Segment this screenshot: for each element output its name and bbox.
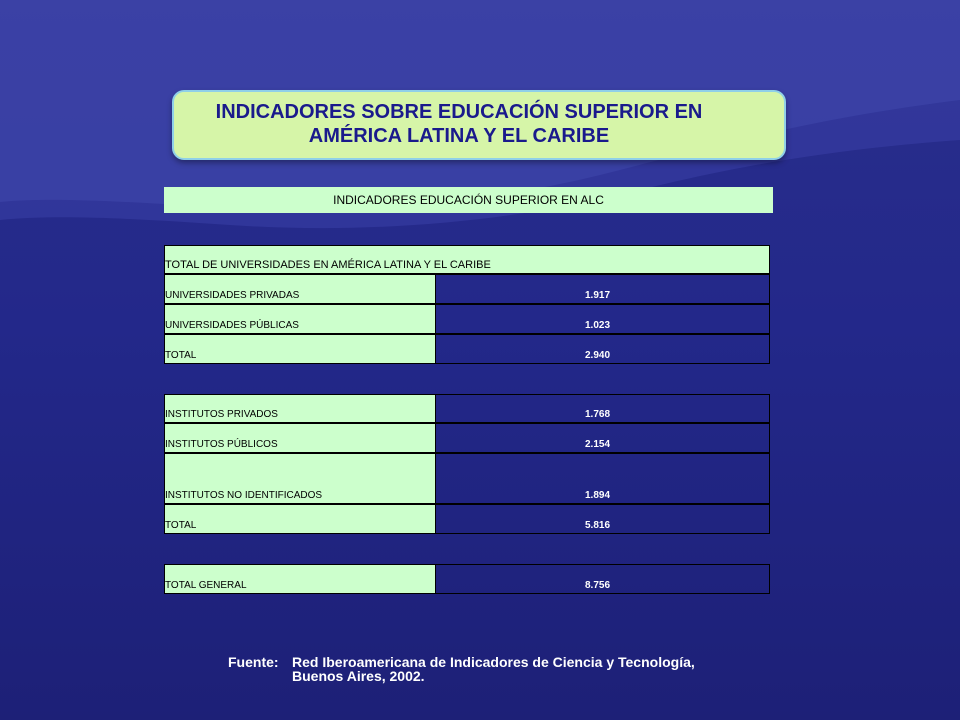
row-label: INSTITUTOS NO IDENTIFICADOS (164, 453, 435, 504)
title-line-2: AMÉRICA LATINA Y EL CARIBE (308, 125, 610, 147)
source-text (292, 655, 812, 683)
row-label: INSTITUTOS PRIVADOS (164, 394, 435, 423)
source-label: Fuente: (228, 654, 279, 670)
slide-title (172, 90, 786, 160)
universities-heading: TOTAL DE UNIVERSIDADES EN AMÉRICA LATINA Y EL CARIBE (164, 245, 770, 274)
table-header: INDICADORES EDUCACIÓN SUPERIOR EN ALC (164, 187, 773, 213)
grand-total-row (164, 564, 770, 594)
row-value: 8.756 (435, 564, 770, 594)
table-row (164, 504, 770, 534)
row-label: TOTAL (164, 504, 435, 534)
row-label: UNIVERSIDADES PÚBLICAS (164, 304, 435, 334)
universities-heading-row (164, 245, 770, 274)
row-value: 5.816 (435, 504, 770, 534)
row-value: 2.154 (435, 423, 770, 453)
row-value: 1.023 (435, 304, 770, 334)
row-value: 2.940 (435, 334, 770, 364)
row-value: 1.917 (435, 274, 770, 304)
table-row (164, 334, 770, 364)
source-line-1: Red Iberoamericana de Indicadores de Ciencia y Tecnología, (292, 654, 695, 670)
row-label: INSTITUTOS PÚBLICOS (164, 423, 435, 453)
source-line-2: Buenos Aires, 2002. (292, 668, 425, 684)
table-row (164, 453, 770, 504)
row-value: 1.894 (435, 453, 770, 504)
row-label: TOTAL (164, 334, 435, 364)
row-label: TOTAL GENERAL (164, 564, 435, 594)
row-value: 1.768 (435, 394, 770, 423)
table-row (164, 274, 770, 304)
title-line-1: INDICADORES SOBRE EDUCACIÓN SUPERIOR EN (215, 101, 703, 123)
table-row (164, 304, 770, 334)
table-row (164, 394, 770, 423)
row-label: UNIVERSIDADES PRIVADAS (164, 274, 435, 304)
table-row (164, 423, 770, 453)
